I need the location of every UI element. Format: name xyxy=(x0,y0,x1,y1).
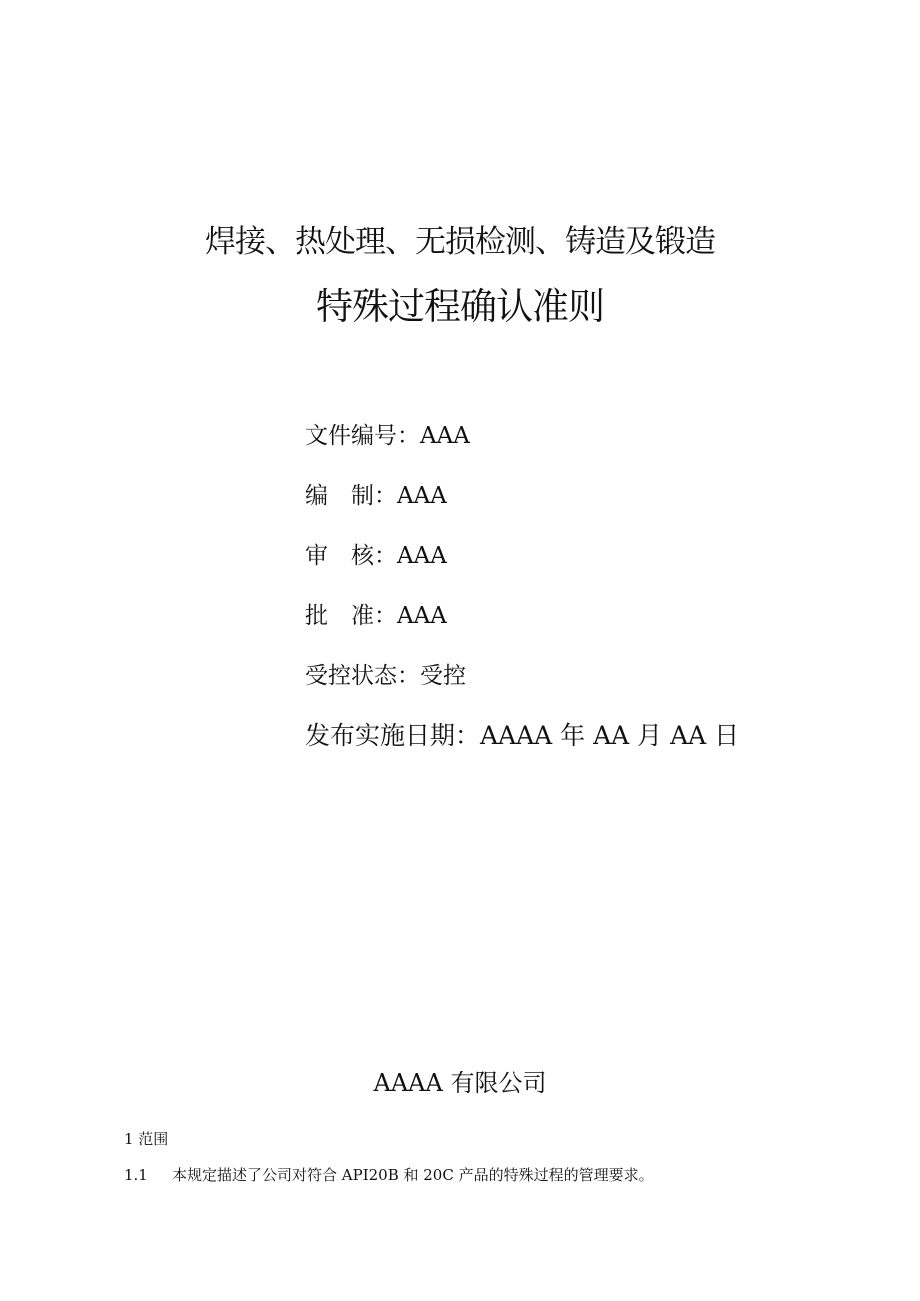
info-value: AAA xyxy=(397,543,447,569)
info-label: 发布实施日期： xyxy=(305,721,481,750)
info-value: AAA xyxy=(397,603,447,629)
section-item-number: 1.1 xyxy=(124,1166,148,1184)
info-label: 审 核： xyxy=(305,543,397,569)
info-value: 受控 xyxy=(420,663,466,689)
section-item xyxy=(124,1164,654,1185)
section-item-text: 本规定描述了公司对符合 API20B 和 20C 产品的特殊过程的管理要求。 xyxy=(172,1166,654,1184)
info-label: 批 准： xyxy=(305,603,397,629)
info-row-reviewed-by xyxy=(305,538,905,598)
info-value: AAAA 年 AA 月 AA 日 xyxy=(480,721,740,750)
info-label: 编 制： xyxy=(305,483,397,509)
info-label: 文件编号： xyxy=(305,423,420,449)
info-value: AAA xyxy=(420,423,470,449)
company-name: AAAA 有限公司 xyxy=(373,1069,547,1097)
info-label: 受控状态： xyxy=(305,663,420,689)
info-row-approved-by xyxy=(305,598,905,658)
info-row-prepared-by xyxy=(305,478,905,538)
info-row-control-status xyxy=(305,658,905,718)
document-title-line-1: 焊接、热处理、无损检测、铸造及锻造 xyxy=(205,224,715,260)
info-row-file-number xyxy=(305,418,905,478)
document-info-block xyxy=(305,418,905,780)
info-row-release-date xyxy=(305,718,905,780)
document-title-line-2: 特殊过程确认准则 xyxy=(316,285,604,328)
info-value: AAA xyxy=(397,483,447,509)
section-heading: 1 范围 xyxy=(124,1130,169,1148)
